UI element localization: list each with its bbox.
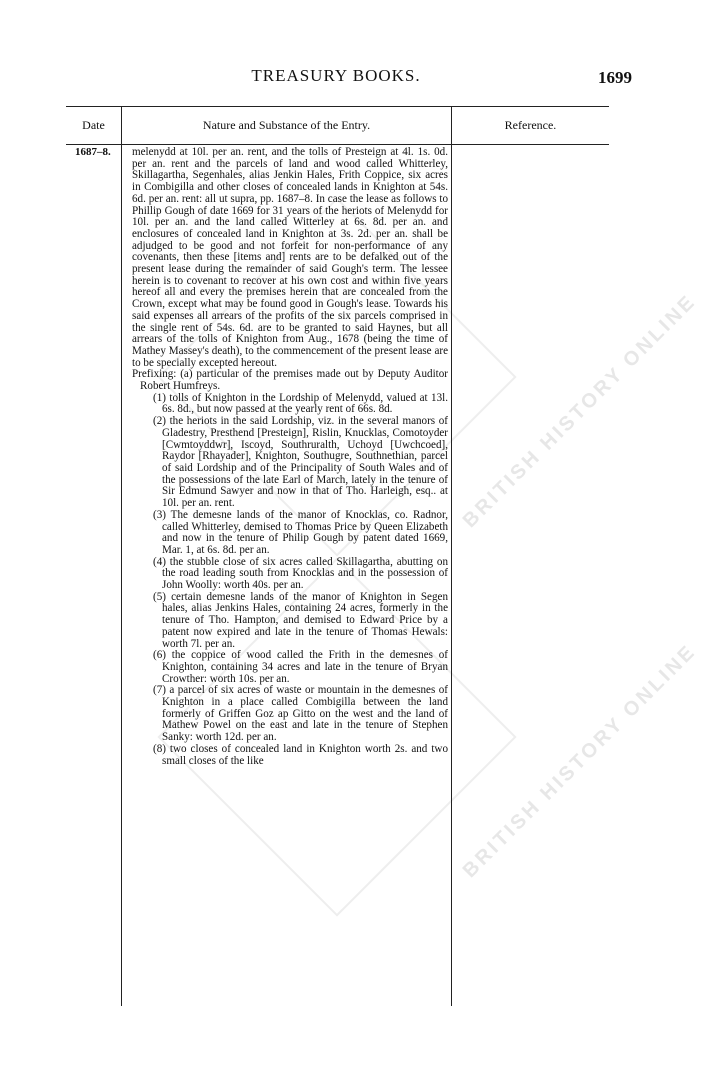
date-column-header: Date <box>82 118 105 132</box>
column-divider <box>451 106 452 1006</box>
watermark-text: BRITISH HISTORY ONLINE <box>458 290 701 533</box>
list-item: (4) the stubble close of six acres called Skillagartha, abutting on the road leading south from Knocklas and in the possession of John Woolly: worth 40s. per an. <box>153 555 448 592</box>
entry-prefix-paragraph: Prefixing: (a) particular of the premises made out by Deputy Auditor Robert Humfreys. <box>132 368 448 393</box>
entry-body <box>132 147 448 767</box>
list-item: (5) certain demesne lands of the manor of Knighton in Segen hales, alias Jenkins Hales, containing 24 acres, formerly in the tenure of Tho. Hampton, and demised to Edward Price by a patent now expired and late in the tenure of Thomas Hewals: worth 7l. per an. <box>153 590 448 650</box>
list-item: (3) The demesne lands of the manor of Knocklas, co. Radnor, called Whitterley, demised to Thomas Price by Queen Elizabeth and now in the tenure of Philip Gough by patent dated 1669, Mar. 1, at 6s. 8d. per an. <box>153 508 448 556</box>
list-item: (6) the coppice of wood called the Frith in the demesnes of Knighton, containing 34 acres and late in the tenure of Bryan Crowther: worth 10s. per an. <box>153 649 448 685</box>
list-item: (7) a parcel of six acres of waste or mountain in the demesnes of Knighton in a place called Combigilla between the land formerly of Griffen Goz ap Gitto on the west and the land of Mathew Powel on the east and late in the tenure of Stephen Sanky: worth 12d. per an. <box>153 684 448 744</box>
entry-lead-paragraph: melenydd at 10l. per an. rent, and the tolls of Presteign at 4l. 1s. 0d. per an. rent and the parcels of land and wood called Whitterley, Skillagartha, Segenhales, alias Jenkin Hales, Frith Coppice, six acres in Combigilla and other closes of concealed lands in Knighton at 54s. 6d. per an. rent: all ut supra, pp. 1687–8. In case the lease as follows to Phillip Gough of date 1669 for 31 years of the heriots of Melenydd for 10l. per an. and the land called Witterley at 6s. 8d. per an. and enclosures of concealed land in Knighton at 3s. 2d. per an. shall be adjudged to be good and not forfeit for non-performance of any covenants, then these [items and] rents are to be defalked out of the present lease during the remainder of said Gough's term. The lessee herein is to covenant to recover at his own cost and within five years hereof all and every the premises herein that are concealed from the Crown, except what may be found good in Gough's lease. Towards his said expenses all arrears of the profits of the six parcels comprised in the single rent of 54s. 6d. are to be granted to said Haynes, but all arrears of the tolls of Knighton from Aug., 1678 (being the time of Mathey Massey's death), to the commencement of the present lease are to be specially excepted hereout. <box>132 146 448 369</box>
watermark-text: BRITISH HISTORY ONLINE <box>458 640 701 883</box>
reference-column-header: Reference. <box>504 118 557 132</box>
page-number: 1699 <box>598 68 632 87</box>
column-divider <box>121 106 122 1006</box>
list-item: (8) two closes of concealed land in Knighton worth 2s. and two small closes of the like <box>153 742 448 767</box>
page-header <box>0 66 672 90</box>
table-top-rule <box>66 106 609 107</box>
list-item: (2) the heriots in the said Lordship, viz. in the several manors of Gladestry, Presthend [Presteign], Rislin, Knucklas, Comotoyder [Cwmtoyddwr], Iscoyd, Southruralth, Uchoyd [Uwchcoed], Raydor [Rhayader], Knighton, Southugre, Southnethian, parcel of said Lordship and of the Principality of South Wales and of the possessions of the late Earl of March, lately in the tenure of Sir Edmund Sawyer and now in that of Tho. Harleigh, esq.. at 10l. per an. rent. <box>153 415 448 510</box>
running-title: TREASURY BOOKS. <box>251 66 421 85</box>
nature-column-header: Nature and Substance of the Entry. <box>202 118 371 132</box>
list-item: (1) tolls of Knighton in the Lordship of Melenydd, valued at 13l. 6s. 8d., but now passed at the yearly rent of 66s. 8d. <box>153 391 448 416</box>
entry-date: 1687–8. <box>75 146 111 158</box>
table-header-rule <box>66 144 609 145</box>
